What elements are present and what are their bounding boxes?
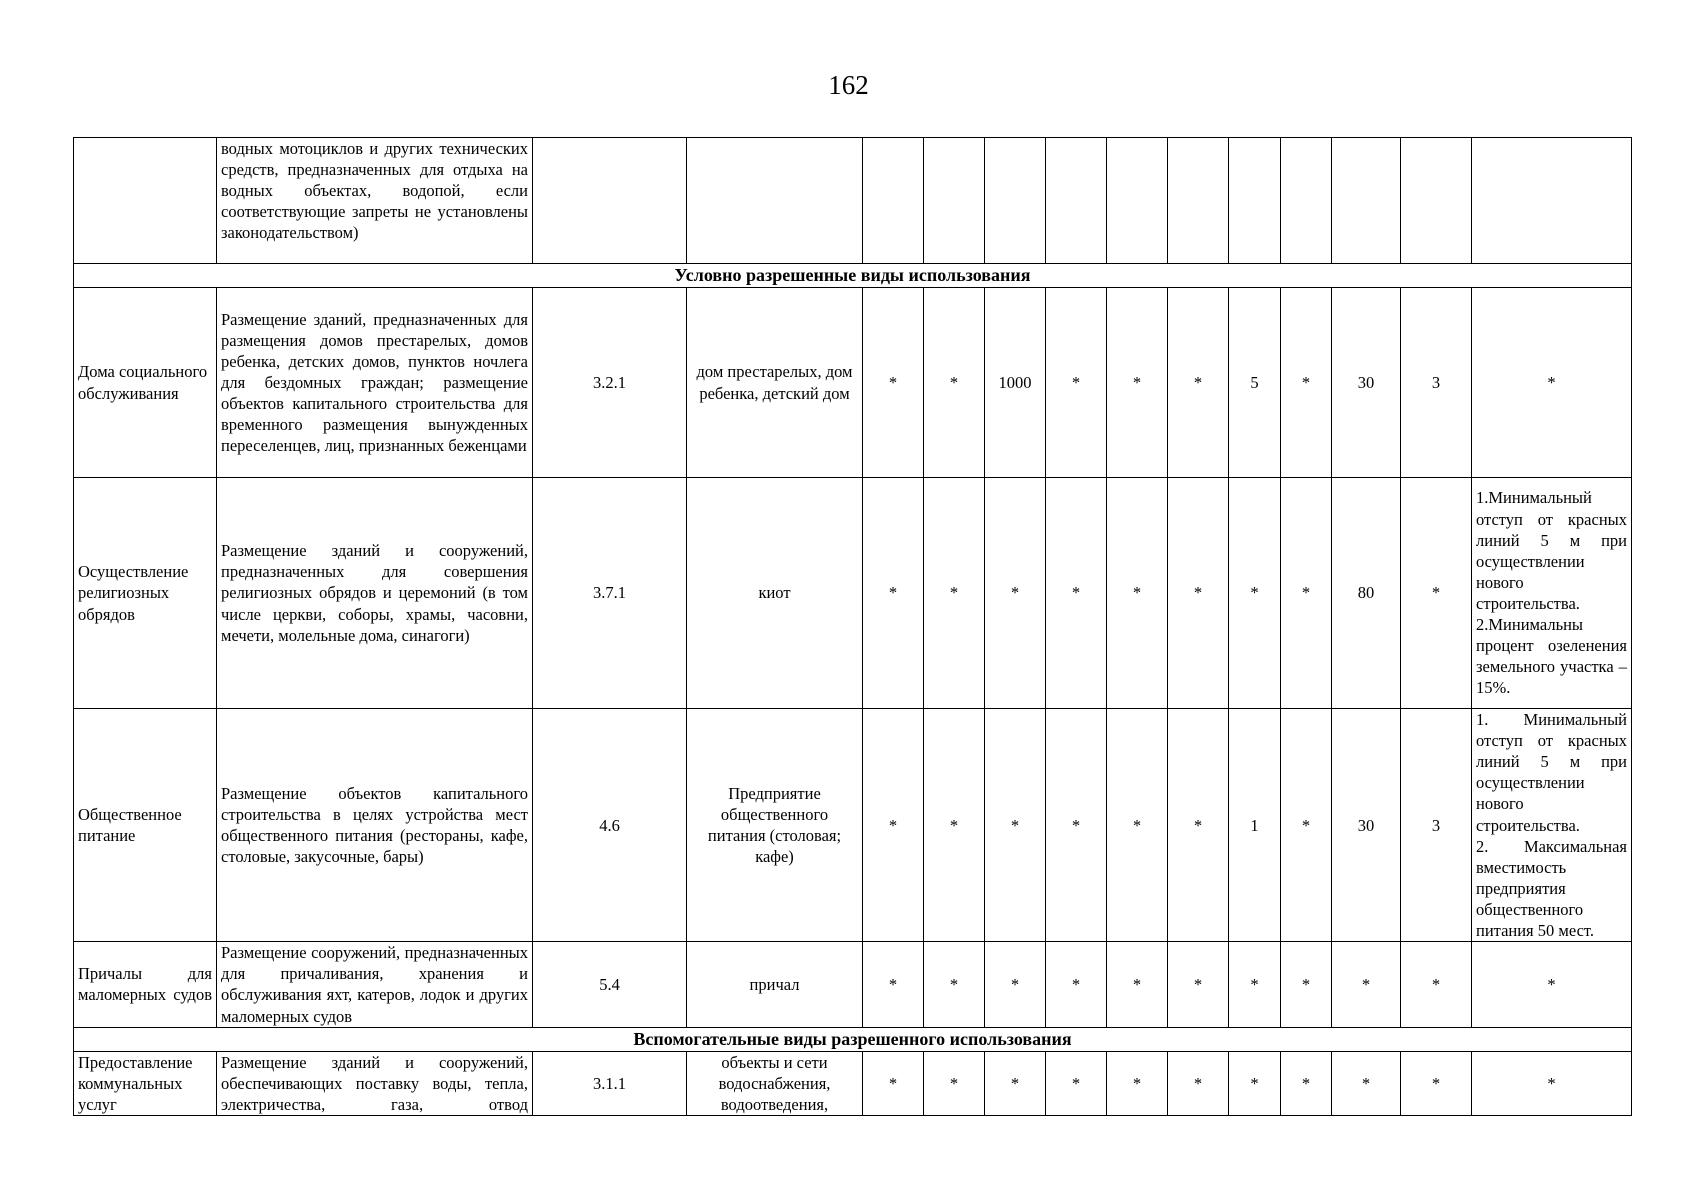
section-title: Условно разрешенные виды использования bbox=[74, 264, 1632, 288]
code-cell: 4.6 bbox=[533, 709, 687, 942]
name-cell: Причалы для маломерных судов bbox=[74, 942, 217, 1027]
param-cell: 3 bbox=[1401, 709, 1472, 942]
param-cell: * bbox=[924, 942, 985, 1027]
object-cell: киот bbox=[687, 478, 863, 709]
note-cell: * bbox=[1472, 288, 1632, 478]
note-cell: * bbox=[1472, 942, 1632, 1027]
param-cell: 30 bbox=[1332, 709, 1401, 942]
param-cell: * bbox=[1229, 1051, 1281, 1115]
param-cell: * bbox=[1401, 478, 1472, 709]
object-cell bbox=[687, 138, 863, 264]
param-cell: * bbox=[1332, 942, 1401, 1027]
param-cell: * bbox=[1281, 709, 1332, 942]
note-cell bbox=[1472, 709, 1632, 942]
param-cell: * bbox=[863, 288, 924, 478]
description-cell: Размещение объектов капитального строительства в целях устройства мест общественного питания (рестораны, кафе, столовые, закусочные, бары) bbox=[217, 709, 533, 942]
table-row bbox=[74, 138, 1632, 264]
param-cell: * bbox=[1401, 1051, 1472, 1115]
param-cell: * bbox=[1107, 942, 1168, 1027]
param-cell: * bbox=[863, 942, 924, 1027]
object-cell: Предприятие общественного питания (столовая; кафе) bbox=[687, 709, 863, 942]
param-cell: * bbox=[1107, 478, 1168, 709]
param-cell: * bbox=[1281, 288, 1332, 478]
description-cell: водных мотоциклов и других технических средств, предназначенных для отдыха на водных объектах, водопой, если соответствующие запреты не установлены законодательством) bbox=[217, 138, 533, 264]
param-cell: * bbox=[863, 478, 924, 709]
param-cell: * bbox=[1107, 709, 1168, 942]
name-cell: Предоставление коммунальных услуг bbox=[74, 1051, 217, 1115]
param-cell: 80 bbox=[1332, 478, 1401, 709]
section-header bbox=[74, 1027, 1632, 1051]
code-cell bbox=[533, 138, 687, 264]
table-row bbox=[74, 709, 1632, 942]
note-line: 2. Максимальная вместимость предприятия общественного питания 50 мест. bbox=[1476, 836, 1627, 941]
param-cell: * bbox=[985, 1051, 1046, 1115]
param-cell: * bbox=[985, 478, 1046, 709]
name-cell: Общественное питание bbox=[74, 709, 217, 942]
section-header bbox=[74, 264, 1632, 288]
param-cell: * bbox=[1168, 288, 1229, 478]
name-cell: Дома социального обслуживания bbox=[74, 288, 217, 478]
note-line: 2.Минимальны процент озеленения земельного участка – 15%. bbox=[1476, 615, 1627, 698]
param-cell: * bbox=[1168, 709, 1229, 942]
param-cell: 1 bbox=[1229, 709, 1281, 942]
regulations-table bbox=[73, 137, 1632, 1116]
param-cell: 5 bbox=[1229, 288, 1281, 478]
table-row bbox=[74, 478, 1632, 709]
param-cell: * bbox=[1168, 1051, 1229, 1115]
param-cell: 3 bbox=[1401, 288, 1472, 478]
param-cell: 30 bbox=[1332, 288, 1401, 478]
param-cell: * bbox=[1107, 288, 1168, 478]
object-cell: причал bbox=[687, 942, 863, 1027]
param-cell: * bbox=[1046, 709, 1107, 942]
table-row bbox=[74, 288, 1632, 478]
description-cell: Размещение сооружений, предназначенных для причаливания, хранения и обслуживания яхт, катеров, лодок и других маломерных судов bbox=[217, 942, 533, 1027]
table-row bbox=[74, 1051, 1632, 1115]
param-cell: * bbox=[1046, 288, 1107, 478]
param-cell: * bbox=[863, 1051, 924, 1115]
param-cell: * bbox=[1332, 1051, 1401, 1115]
param-cell: * bbox=[1401, 942, 1472, 1027]
object-cell: объекты и сети водоснабжения, водоотведения, bbox=[687, 1051, 863, 1115]
name-cell bbox=[74, 138, 217, 264]
param-cell: * bbox=[1168, 478, 1229, 709]
note-cell: * bbox=[1472, 1051, 1632, 1115]
description-cell: Размещение зданий, предназначенных для размещения домов престарелых, домов ребенка, детских домов, пунктов ночлега для бездомных граждан; размещение объектов капитального строительства для временного размещения вынужденных переселенцев, лиц, признанных беженцами bbox=[217, 288, 533, 478]
param-cell: * bbox=[1229, 942, 1281, 1027]
param-cell: * bbox=[1046, 478, 1107, 709]
param-cell: * bbox=[1046, 942, 1107, 1027]
param-cell: 1000 bbox=[985, 288, 1046, 478]
description-cell: Размещение зданий и сооружений, обеспечивающих поставку воды, тепла, электричества, газа, отвод bbox=[217, 1051, 533, 1115]
note-cell bbox=[1472, 478, 1632, 709]
param-cell: * bbox=[1168, 942, 1229, 1027]
note-line: 1. Минимальный отступ от красных линий 5 м при осуществлении нового строительства. bbox=[1476, 710, 1627, 835]
param-cell: * bbox=[924, 478, 985, 709]
param-cell: * bbox=[1281, 1051, 1332, 1115]
param-cell: * bbox=[1281, 478, 1332, 709]
param-cell: * bbox=[1107, 1051, 1168, 1115]
code-cell: 3.1.1 bbox=[533, 1051, 687, 1115]
param-cell: * bbox=[985, 942, 1046, 1027]
table-row bbox=[74, 942, 1632, 1027]
page-number: 162 bbox=[828, 70, 869, 100]
param-cell: * bbox=[1281, 942, 1332, 1027]
param-cell: * bbox=[924, 1051, 985, 1115]
section-title: Вспомогательные виды разрешенного использования bbox=[74, 1027, 1632, 1051]
name-cell: Осуществление религиозных обрядов bbox=[74, 478, 217, 709]
param-cell: * bbox=[863, 709, 924, 942]
code-cell: 3.2.1 bbox=[533, 288, 687, 478]
description-cell: Размещение зданий и сооружений, предназначенных для совершения религиозных обрядов и церемоний (в том числе церкви, соборы, храмы, часовни, мечети, молельные дома, синагоги) bbox=[217, 478, 533, 709]
param-cell: * bbox=[1229, 478, 1281, 709]
object-cell: дом престарелых, дом ребенка, детский дом bbox=[687, 288, 863, 478]
code-cell: 5.4 bbox=[533, 942, 687, 1027]
param-cell: * bbox=[985, 709, 1046, 942]
note-line: 1.Минимальный отступ от красных линий 5 м при осуществлении нового строительства. bbox=[1476, 488, 1627, 614]
param-cell: * bbox=[924, 709, 985, 942]
code-cell: 3.7.1 bbox=[533, 478, 687, 709]
param-cell: * bbox=[924, 288, 985, 478]
param-cell: * bbox=[1046, 1051, 1107, 1115]
